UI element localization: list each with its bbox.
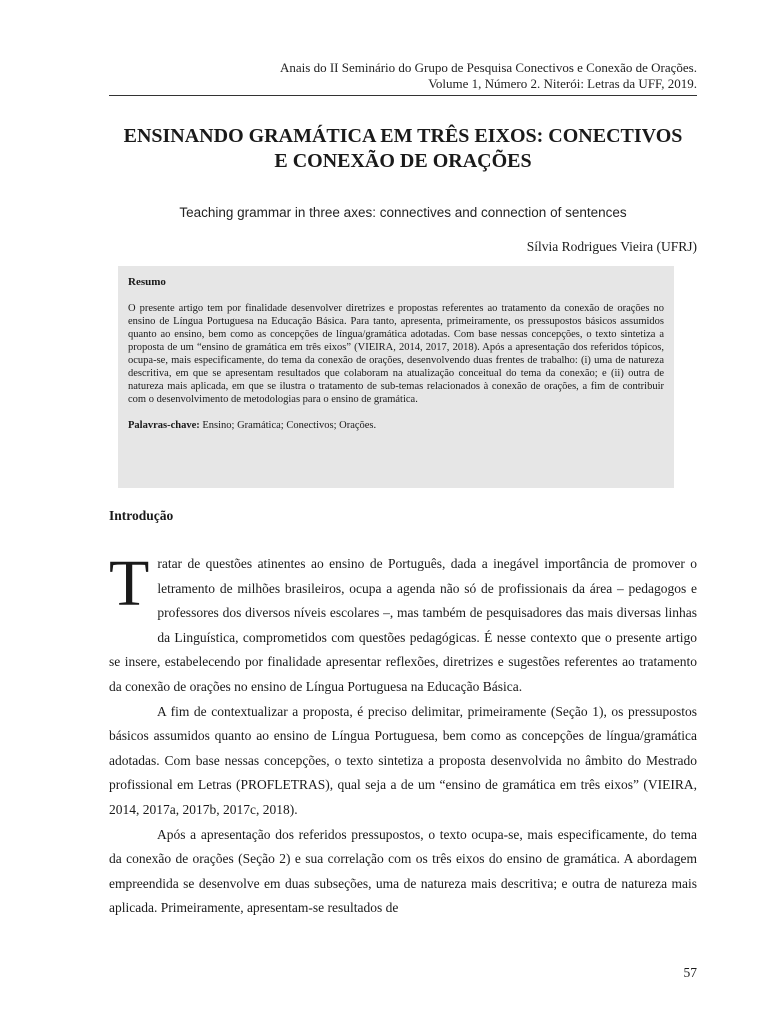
author-line: Sílvia Rodrigues Vieira (UFRJ) (526, 239, 697, 254)
article-title-line-2: E CONEXÃO DE ORAÇÕES (274, 150, 532, 172)
paragraph-3: Após a apresentação dos referidos pressupostos, o texto ocupa-se, mais especificamente, do tema da conexão de orações (Seção 2) e sua correlação com os três eixos do ensino de gramática. A abordagem empreendida se desenvolve em duas subseções, uma de natureza mais descritiva; e outra de natureza mais aplicada. Primeiramente, apresentam-se resultados de (109, 826, 697, 916)
keywords-line (128, 419, 664, 432)
paragraph-1 (109, 547, 697, 700)
running-header (109, 60, 697, 92)
page-number: 57 (683, 965, 697, 980)
running-header-line-1: Anais do II Seminário do Grupo de Pesquisa Conectivos e Conexão de Orações. (280, 60, 697, 75)
abstract-heading: Resumo (128, 276, 166, 288)
body-text (109, 547, 697, 921)
paragraph-1-text: ratar de questões atinentes ao ensino de Português, dada a inegável importância de promover o letramento de milhões brasileiros, ocupa a agenda não só de profissionais da área – pedagogos e professores dos diversos níveis escolares –, mas também de pesquisadores das mais diversas linhas da Linguística, comprometidos com questões pedagógicas. É nesse contexto que o presente artigo se insere, estabelecendo por finalidade apresentar reflexões, diretrizes e sugestões referentes ao tratamento da conexão de orações no ensino de Língua Portuguesa na Educação Básica. (109, 556, 697, 694)
abstract-text: O presente artigo tem por finalidade desenvolver diretrizes e propostas referentes ao tratamento da conexão de orações no ensino de Língua Portuguesa na Educação Básica. Para tanto, apresenta, primeiramente, os pressupostos básicos assumidos quanto ao ensino, bem como as concepções de língua/gramática adotadas. Com base nessas concepções, o texto sintetiza a proposta de um “ensino de gramática em três eixos” (VIEIRA, 2014, 2017, 2018). Após a apresentação dos referidos tópicos, ocupa-se, mais especificamente, do tema da conexão de orações, desenvolvendo duas frentes de trabalho: (i) uma de natureza descritiva, em que se apresentam resultados que colaboram na atualização conceitual do tema da conexão; e (ii) outra de natureza mais aplicada, em que se ilustra o tratamento de sub-temas relacionados à conexão de orações, a fim de contribuir com o desenvolvimento de metodologias para o ensino de gramática. (128, 303, 664, 405)
article-title (109, 124, 697, 174)
abstract-box (118, 266, 674, 488)
header-rule (109, 95, 697, 96)
abstract-content (128, 276, 664, 432)
article-subtitle-english: Teaching grammar in three axes: connectives and connection of sentences (179, 205, 627, 220)
running-header-line-2: Volume 1, Número 2. Niterói: Letras da UFF, 2019. (428, 76, 697, 91)
section-heading-introduction: Introdução (109, 508, 174, 523)
keywords-label: Palavras-chave: (128, 420, 200, 431)
drop-cap: T (109, 547, 150, 620)
article-title-line-1: ENSINANDO GRAMÁTICA EM TRÊS EIXOS: CONECTIVOS (123, 125, 683, 147)
paragraph-2: A fim de contextualizar a proposta, é preciso delimitar, primeiramente (Seção 1), os pressupostos básicos assumidos quanto ao ensino de Língua Portuguesa, bem como as concepções de língua/gramática adotadas. Com base nessas concepções, o texto sintetiza a proposta desenvolvida no âmbito do Mestrado profissional em Letras (PROFLETRAS), qual seja a de um “ensino de gramática em três eixos” (VIEIRA, 2014, 2017a, 2017b, 2017c, 2018). (109, 703, 697, 817)
keywords-list: Ensino; Gramática; Conectivos; Orações. (202, 420, 377, 431)
